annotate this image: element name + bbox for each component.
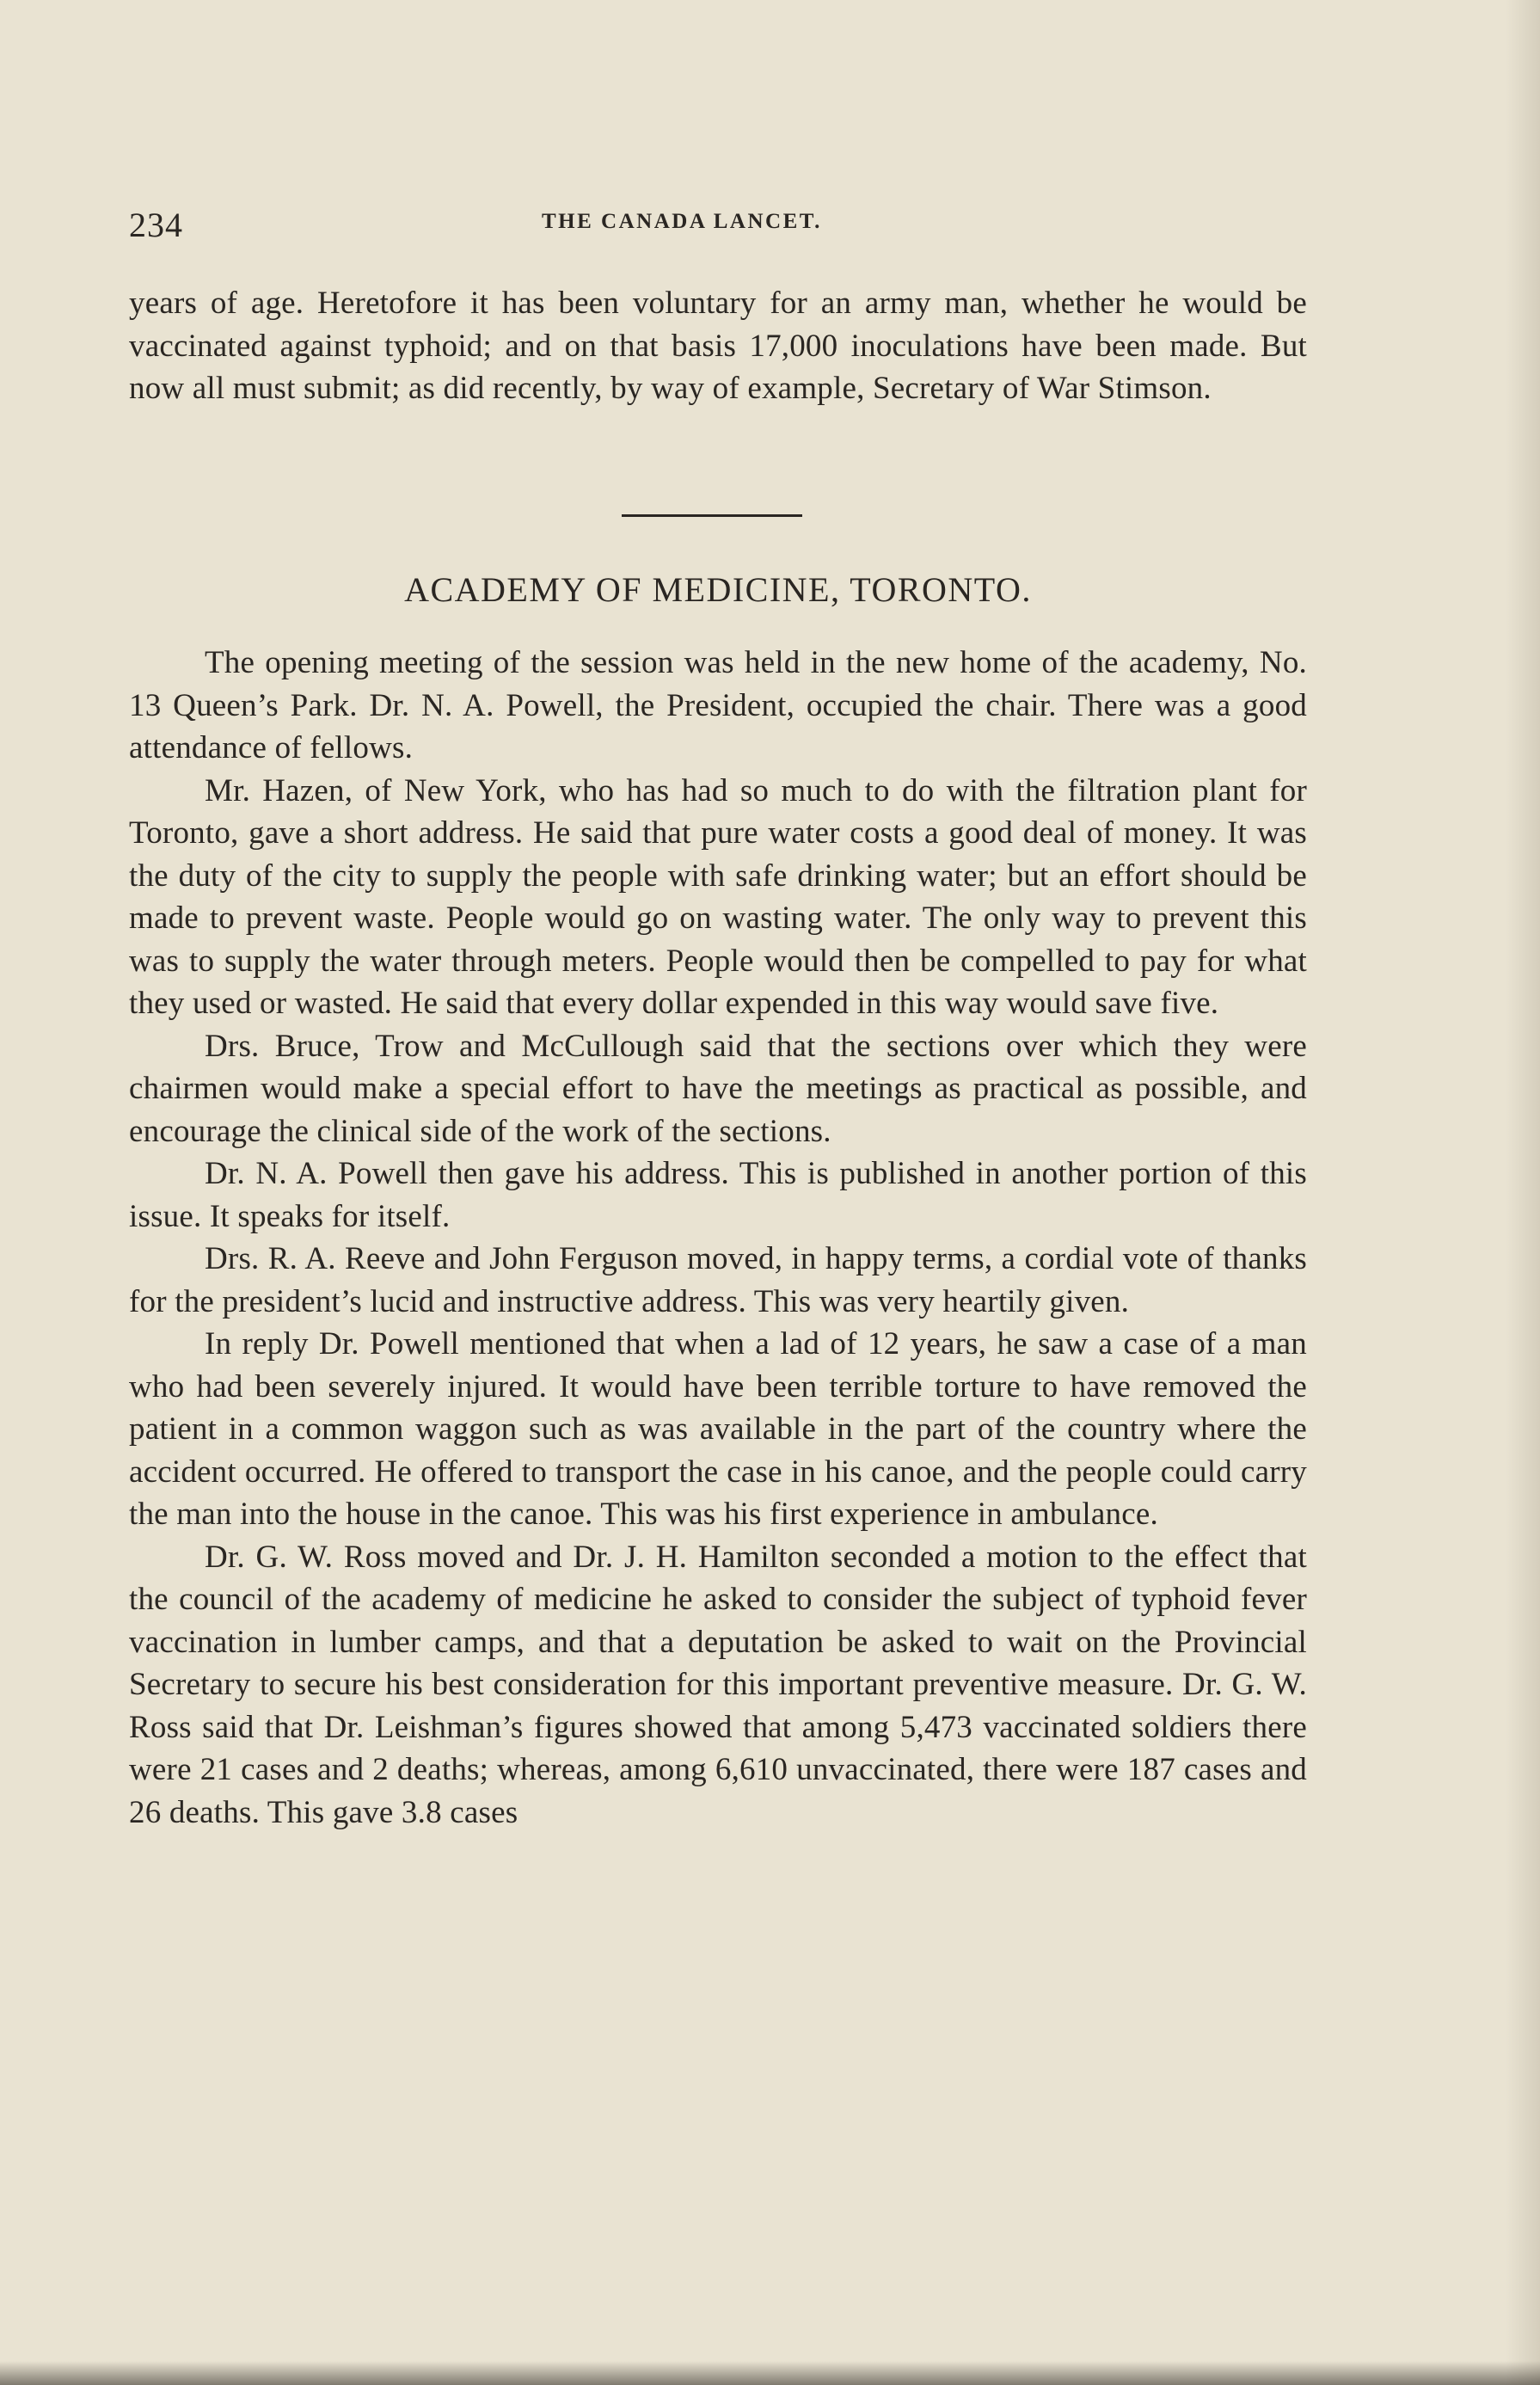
bottom-edge-shadow — [0, 2361, 1540, 2385]
intro-paragraph: years of age. Heretofore it has been voluntary for an army man, whether he would be vaccinated against typhoid; and on that basis 17,000 inoculations have been made. But now all must submit; as did recently, by way of example, Secretary of War Stimson. — [129, 286, 1307, 406]
page-edge-shadow — [1506, 0, 1540, 2385]
paragraph-opening-meeting: The opening meeting of the session was held in the new home of the academy, No. 13 Queen’s Park. Dr. N. A. Powell, the President, occupied the chair. There was a good attendance of fellows. — [129, 645, 1307, 765]
intro-text-block — [129, 282, 1307, 410]
section-divider-rule — [622, 514, 802, 517]
paragraph-section-chairmen: Drs. Bruce, Trow and McCullough said that the sections over which they were chairmen would make a special effort to have the meetings as practical as possible, and encourage the clinical side of the work of the sections. — [129, 1028, 1307, 1149]
page-number: 234 — [129, 206, 183, 244]
paragraph-powell-address: Dr. N. A. Powell then gave his address. This is published in another portion of this issue. It speaks for itself. — [129, 1156, 1307, 1234]
paragraph-vote-of-thanks: Drs. R. A. Reeve and John Ferguson moved, in happy terms, a cordial vote of thanks for the president’s lucid and instructive address. This was very heartily given. — [129, 1241, 1307, 1319]
section-title: ACADEMY OF MEDICINE, TORONTO. — [404, 570, 1032, 609]
page-header — [129, 205, 1298, 256]
article-body — [129, 642, 1307, 1834]
paragraph-powell-reply: In reply Dr. Powell mentioned that when a lad of 12 years, he saw a case of a man who had been severely injured. It would have been terrible torture to have removed the patient in a common waggon such as was available in the part of the country where the accident occurred. He offered to transport the case in his canoe, and the people could carry the man into the house in the canoe. This was his first experience in ambulance. — [129, 1326, 1307, 1532]
paragraph-hazen-address: Mr. Hazen, of New York, who has had so much to do with the filtration plant for Toronto, gave a short address. He said that pure water costs a good deal of money. It was the duty of the city to supply the people with safe drinking water; but an effort should be made to prevent waste. People would go on wasting water. The only way to prevent this was to supply the water through meters. People would then be compelled to pay for what they used or wasted. He said that every dollar expended in this way would save five. — [129, 772, 1307, 1021]
running-title: THE CANADA LANCET. — [542, 210, 822, 233]
paragraph-ross-motion: Dr. G. W. Ross moved and Dr. J. H. Hamilton seconded a motion to the effect that the council of the academy of medicine he asked to consider the subject of typhoid fever vaccination in lumber camps, and that a deputation be asked to wait on the Provincial Secretary to secure his best consideration for this important preventive measure. Dr. G. W. Ross said that Dr. Leishman’s figures showed that among 5,473 vaccinated soldiers there were 21 cases and 2 deaths; whereas, among 6,610 unvaccinated, there were 187 cases and 26 deaths. This gave 3.8 cases — [129, 1539, 1307, 1830]
